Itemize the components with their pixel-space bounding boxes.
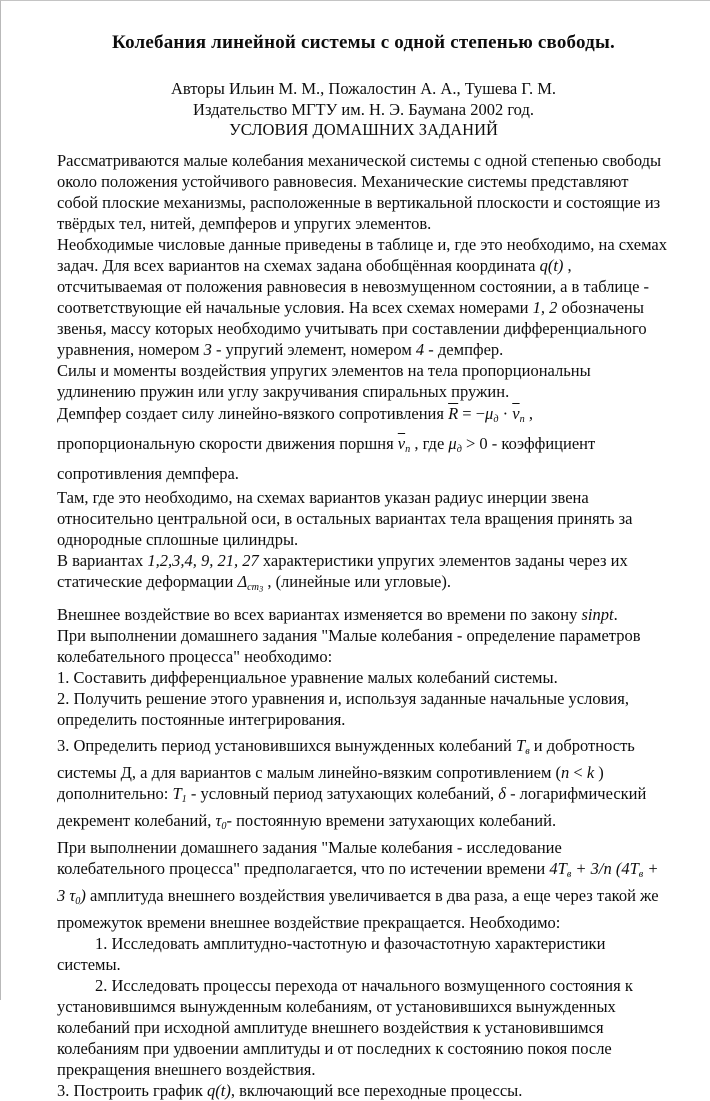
paragraph: 3. Построить график q(t), включающий все переходные процессы.: [57, 1080, 523, 1100]
paragraph: 1. Составить дифференциальное уравнение малых колебаний системы.: [57, 668, 558, 688]
paragraph: При выполнении домашнего задания "Малые колебания - определение параметров колебательного процесса" необходимо:: [57, 626, 641, 667]
paragraph: 2. Получить решение этого уравнения и, используя заданные начальные условия, определить постоянные интегрирования.: [57, 689, 629, 730]
paragraph: При выполнении домашнего задания "Малые колебания - исследование колебательного процесса" предполагается, что по истечении времени 4Tв + 3/n (4Tв + 3 τ0) амплитуда внешнего воздействия увеличивается в два раза, а еще через такой же промежуток времени внешнее воздействие прекращается. Необходимо:: [57, 837, 659, 932]
paragraph: Силы и моменты воздействия упругих элементов на тела пропорциональны удлинению пружин или углу закручивания спиральных пружин.: [57, 360, 591, 401]
paragraph: Рассматриваются малые колебания механической системы с одной степенью свободы около положения устойчивого равновесия. Механические системы представляют собой плоские механизмы, расположенные в вертикальной плоскости и состоящие из твёрдых тел, нитей, демпферов и упругих элементов.: [57, 150, 662, 233]
document-title: Колебания линейной системы с одной степенью свободы.: [112, 32, 615, 53]
paragraph: 1. Исследовать амплитудно-частотную и фазочастотную характеристики системы.: [57, 933, 606, 974]
document-content: [1, 1, 710, 1101]
section-heading: УСЛОВИЯ ДОМАШНИХ ЗАДАНИЙ: [229, 120, 498, 139]
publisher-line: Издательство МГТУ им. Н. Э. Баумана 2002 год.: [193, 99, 534, 119]
document-body: [57, 150, 670, 1101]
paragraph: 2. Исследовать процессы перехода от начального возмущенного состояния к установившимся вынужденным колебаниям, от установившихся вынужденных колебаний при исходной амплитуде внешнего воздействия к установившимся колебаниям при удвоении амплитуды и от последних к состоянию покоя после прекращения внешнего воздействия.: [57, 975, 633, 1079]
paragraph: Внешнее воздействие во всех вариантах изменяется во времени по закону sinpt.: [57, 605, 618, 625]
paragraph: Демпфер создает силу линейно-вязкого сопротивления $\overline{R} = -\mu д \cdot \overline{v}п$ , пропорциональную скорости движения поршня $\overline{v}п$ , где μд > 0 - коэффициент сопротивления демпфера.: [57, 403, 596, 484]
paragraph: Необходимые числовые данные приведены в таблице и, где это необходимо, на схемах задач. Для всех вариантов на схемах задана обобщённая координата q(t) , отсчитываемая от положения равновесия в невозмущенном состоянии, а в таблице - соответствующие ей начальные условия. На всех схемах номерами 1, 2 обозначены звенья, массу которых необходимо учитывать при составлении дифференциального уравнения, номером 3 - упругий элемент, номером 4 - демпфер.: [57, 234, 667, 359]
paragraph: В вариантах 1,2,3,4, 9, 21, 27 характеристики упругих элементов заданы через их статические деформации Δст$_3$ , (линейные или угловые).: [57, 550, 628, 594]
paragraph: Там, где это необходимо, на схемах вариантов указан радиус инерции звена относительно центральной оси, в остальных вариантах тела вращения принять за однородные сплошные цилиндры.: [57, 487, 633, 549]
authors-line: Авторы Ильин М. М., Пожалостин А. А., Тушева Г. М.: [170, 79, 556, 98]
paragraph: 3. Определить период установившихся вынужденных колебаний Tв и добротность системы Д, а для вариантов с малым линейно-вязким сопротивлением (n < k ) дополнительно: T1 - условный период затухающих колебаний, δ - логарифмический декремент колебаний, τ0- постоянную времени затухающих колебаний.: [57, 736, 647, 832]
